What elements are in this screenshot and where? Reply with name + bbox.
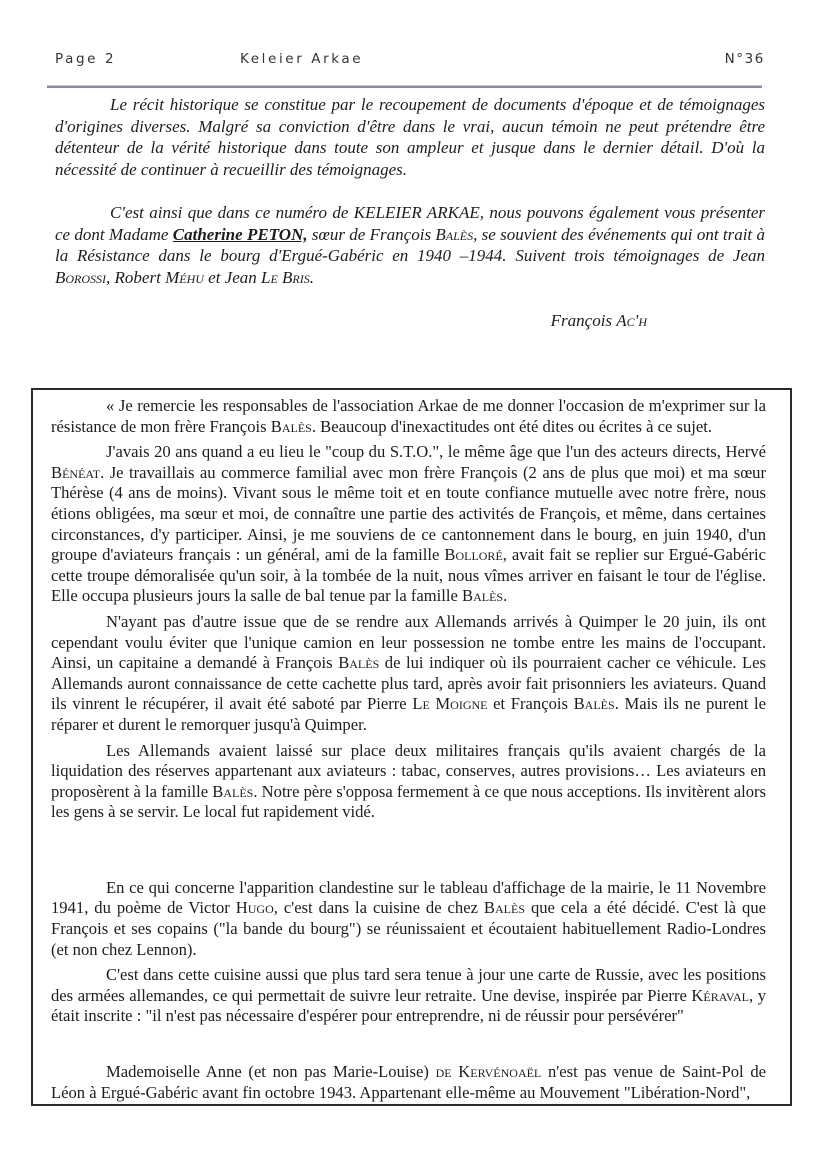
testimony-paragraph-2: J'avais 20 ans quand a eu lieu le "coup du S.T.O.", le même âge que l'un des acteurs directs, Hervé Bénéat. Je travaillais au commerce familial avec mon frère François (2 ans de plus que moi) et ma sœur Thérèse (4 ans de moins). Vivant sous le même toit et en toute confiance mutuelle avec notre frère, nous étions obligées, ma sœur et moi, de connaître une partie des activités de François, et même, dans certaines circonstances, d'y participer. Ainsi, je me souviens de ce cantonnement dans le bourg, en juin 1940, d'un groupe d'aviateurs français : un général, ami de la famille Bolloré, avait fait se replier sur Ergué-Gabéric cette troupe démoralisée qu'un soir, à la tombée de la nuit, nous vîmes arriver en faisant le tour de l'église. Elle occupa plusieurs jours la salle de bal tenue par la famille Balès. [51,442,766,606]
testimony-box [31,388,792,1106]
editorial-signature: François Ac'h [550,311,647,330]
testimony-paragraph-6: C'est dans cette cuisine aussi que plus tard sera tenue à jour une carte de Russie, avec les positions des armées allemandes, ce qui permettait de suivre leur retraite. Une devise, inspirée par Pierre Kéraval, y était inscrite : "il n'est pas nécessaire d'espérer pour entreprendre, ni de réussir pour persévérer" [51,965,767,1026]
testimony-paragraph-1: « Je remercie les responsables de l'association Arkae de me donner l'occasion de m'exprimer sur la résistance de mon frère François Balès. Beaucoup d'inexactitudes ont été dites ou écrites à ce sujet. [51,396,766,436]
header-issue-number: N°36 [724,51,765,67]
header-newsletter-title: Keleier Arkae [240,51,364,67]
testimony-paragraph-4: Les Allemands avaient laissé sur place deux militaires français qu'ils avaient chargés de la liquidation des réserves appartenant aux aviateurs : tabac, conserves, autres provisions… Les aviateurs en proposèrent à la famille Balès. Notre père s'opposa fermement à ce que nous acceptions. Ils invitèrent alors les gens à se servir. Le local fut rapidement vidé. [51,740,767,822]
intro-paragraph-2: C'est ainsi que dans ce numéro de KELEIER ARKAE, nous pouvons également vous présenter ce dont Madame Catherine PETON, sœur de François Balès, se souvient des événements qui ont trait à la Résistance dans le bourg d'Ergué-Gabéric en 1940 –1944. Suivent trois témoignages de Jean Borossi, Robert Méhu et Jean Le Bris. [55,203,765,287]
testimony-paragraph-3: N'ayant pas d'autre issue que de se rendre aux Allemands arrivés à Quimper le 20 juin, ils ont cependant voulu éviter que l'unique camion en leur possession ne tombe entre les mains de l'occupant. Ainsi, un capitaine a demandé à François Balès de lui indiquer où ils pourraient cacher ce véhicule. Les Allemands auront connaissance de cette cachette plus tard, après avoir fait prisonniers les aviateurs. Quand ils vinrent le récupérer, il avait été saboté par Pierre Le Moigne et François Balès. Mais ils ne purent le réparer et durent le remorquer jusqu'à Quimper. [51,611,766,734]
testimony-paragraph-7: Mademoiselle Anne (et non pas Marie-Louise) de Kervénoaël n'est pas venue de Saint-Pol de Léon à Ergué-Gabéric avant fin octobre 1943. Appartenant elle-même au Mouvement "Libération-Nord", [51,1062,766,1102]
testimony-paragraph-5: En ce qui concerne l'apparition clandestine sur le tableau d'affichage de la mairie, le 11 Novembre 1941, du poème de Victor Hugo, c'est dans la cuisine de chez Balès que cela a été décidé. C'est là que François et ses copains ("la bande du bourg") se réunissaient et écoutaient habituellement Radio-Londres (et non chez Lennon). [51,877,766,959]
editorial-intro [55,94,765,332]
header-page-number: Page 2 [55,51,117,67]
intro-paragraph-1: Le récit historique se constitue par le recoupement de documents d'époque et de témoignages d'origines diverses. Malgré sa conviction d'être dans le vrai, aucun témoin ne peut prétendre être détenteur de la vérité historique dans toute son ampleur et jusque dans le dernier détail. D'où la nécessité de continuer à recueillir des témoignages. [55,95,765,179]
header-divider [47,85,762,88]
